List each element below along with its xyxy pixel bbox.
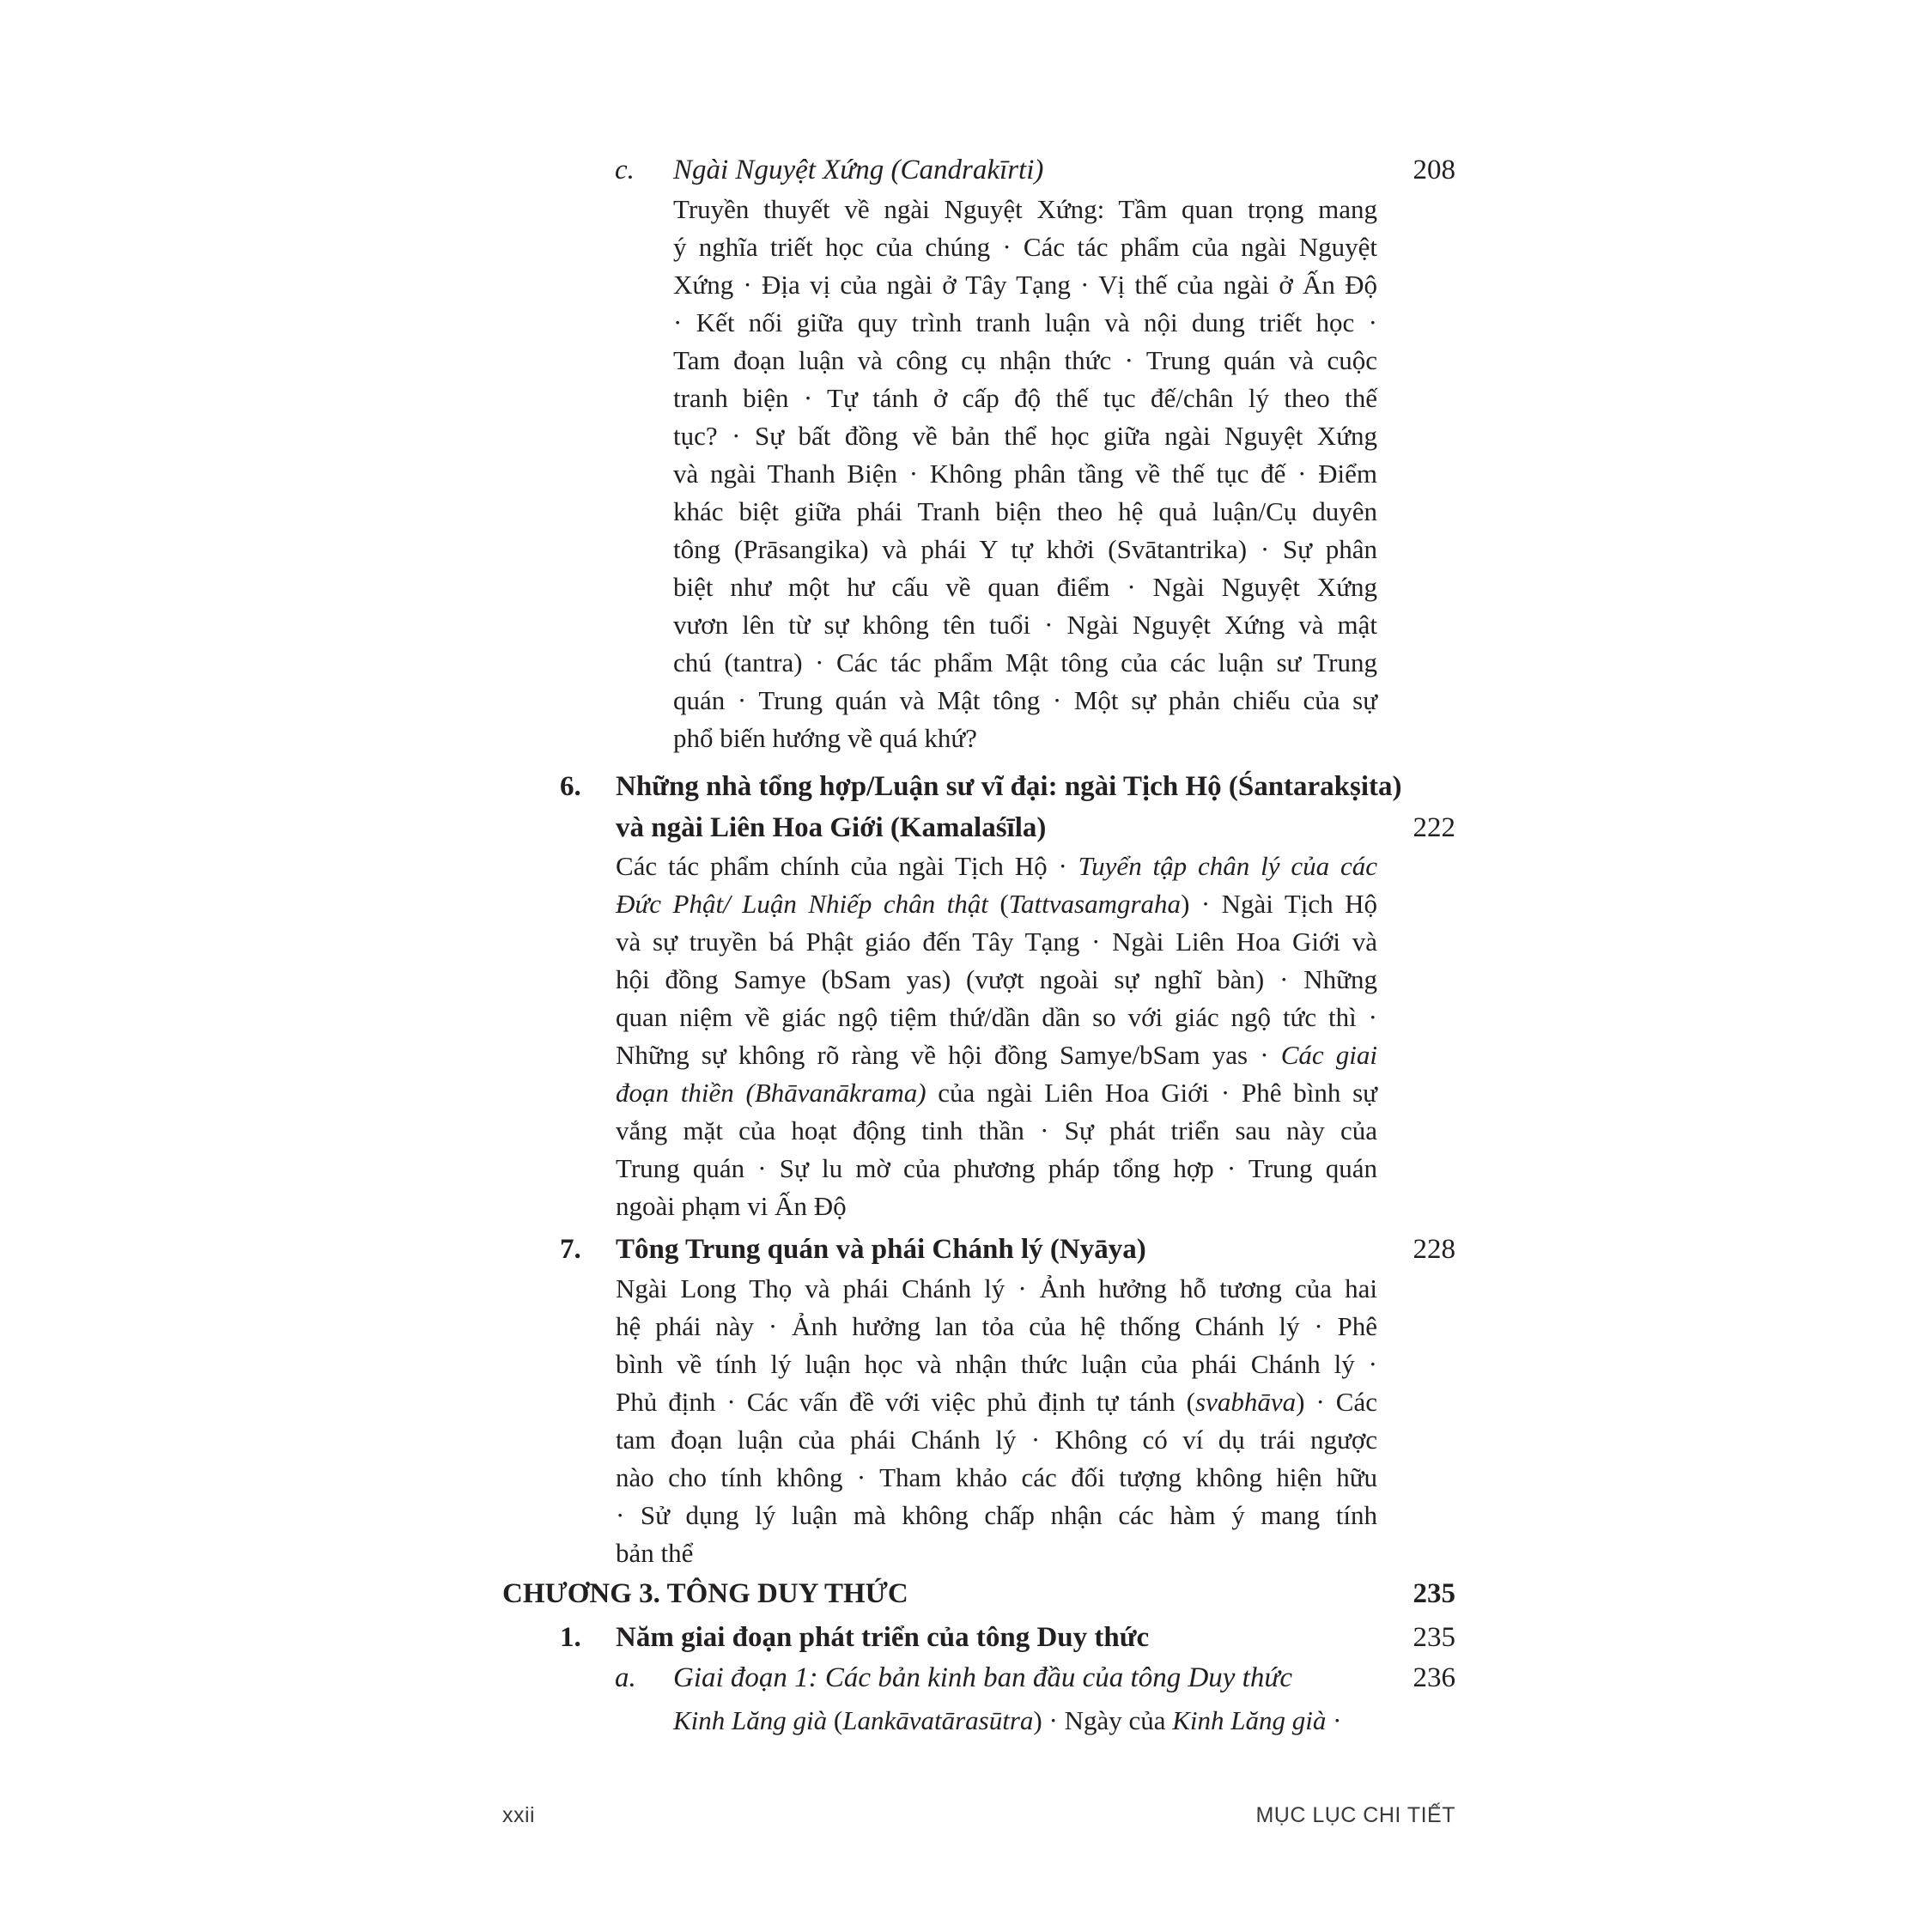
desc-line: · Kết nối giữa quy trình tranh luận và nội dung triết học ·	[673, 307, 1377, 337]
desc-line: biệt như một hư cấu về quan điểm · Ngài Nguyệt Xứng	[673, 572, 1377, 602]
desc-line: ngoài phạm vi Ấn Độ	[616, 1191, 847, 1221]
footer-running-title: MỤC LỤC CHI TIẾT	[1255, 1803, 1455, 1827]
desc-line: Những sự không rõ ràng về hội đồng Samye/bSam yas · Các giai	[616, 1040, 1377, 1070]
desc-line: Kinh Lăng già (Lankāvatārasūtra) · Ngày của Kinh Lăng già ·	[673, 1705, 1342, 1735]
entry-description-candrakirti	[673, 191, 1377, 757]
desc-line: quán · Trung quán và Mật tông · Một sự phản chiếu của sự	[673, 685, 1377, 715]
footer-page-number: xxii	[502, 1803, 536, 1827]
desc-line: ý nghĩa triết học của chúng · Các tác phẩm của ngài Nguyệt	[673, 232, 1377, 262]
chapter-title-3: CHƯƠNG 3. TÔNG DUY THỨC	[502, 1578, 908, 1609]
desc-line: bản thể	[616, 1538, 694, 1568]
section-marker-6: 6.	[560, 771, 581, 802]
section-title-ch3-1: Năm giai đoạn phát triển của tông Duy thức	[616, 1622, 1150, 1653]
section-title-6-line2: và ngài Liên Hoa Giới (Kamalaśīla)	[616, 812, 1047, 843]
section-title-6-line1: Những nhà tổng hợp/Luận sư vĩ đại: ngài Tịch Hộ (Śantarakṣita)	[616, 771, 1402, 802]
section-title-7: Tông Trung quán và phái Chánh lý (Nyāya)	[616, 1234, 1146, 1265]
desc-line: tục? · Sự bất đồng về bản thể học giữa ngài Nguyệt Xứng	[673, 421, 1377, 451]
desc-line: Xứng · Địa vị của ngài ở Tây Tạng · Vị thế của ngài ở Ấn Độ	[673, 270, 1377, 300]
desc-line: nào cho tính không · Tham khảo các đối tượng không hiện hữu	[616, 1462, 1377, 1492]
desc-line: vắng mặt của hoạt động tinh thần · Sự phát triển sau này của	[616, 1115, 1377, 1145]
entry-title-candrakirti: Ngài Nguyệt Xứng (Candrakīrti)	[673, 155, 1044, 185]
desc-line: phổ biến hướng về quá khứ?	[673, 723, 977, 753]
desc-line: Truyền thuyết về ngài Nguyệt Xứng: Tầm quan trọng mang	[673, 194, 1377, 224]
desc-line: khác biệt giữa phái Tranh biện theo hệ quả luận/Cụ duyên	[673, 496, 1377, 526]
desc-line: Trung quán · Sự lu mờ của phương pháp tổng hợp · Trung quán	[616, 1153, 1377, 1183]
entry-marker-c: c.	[615, 155, 635, 185]
entry-description-ch3-1a	[673, 1702, 1377, 1740]
desc-line: bình về tính lý luận học và nhận thức luận của phái Chánh lý ·	[616, 1349, 1377, 1379]
desc-line: Tam đoạn luận và công cụ nhận thức · Trung quán và cuộc	[673, 345, 1377, 375]
section-description-7	[616, 1270, 1377, 1572]
page-number-208: 208	[1413, 155, 1455, 185]
desc-line: đoạn thiền (Bhāvanākrama) của ngài Liên Hoa Giới · Phê bình sự	[616, 1078, 1377, 1108]
section-description-6	[616, 848, 1377, 1225]
section-marker-7: 7.	[560, 1234, 581, 1265]
page-number-228: 228	[1413, 1234, 1455, 1265]
page-number-235: 235	[1413, 1622, 1455, 1653]
desc-line: hệ phái này · Ảnh hưởng lan tỏa của hệ thống Chánh lý · Phê	[616, 1311, 1377, 1341]
desc-line: Đức Phật/ Luận Nhiếp chân thật (Tattvasamgraha) · Ngài Tịch Hộ	[616, 889, 1377, 919]
entry-marker-ch3-1a: a.	[615, 1662, 636, 1693]
entry-title-ch3-1a: Giai đoạn 1: Các bản kinh ban đầu của tông Duy thức	[673, 1662, 1292, 1693]
page-number-235-chapter: 235	[1413, 1578, 1455, 1609]
desc-line: Phủ định · Các vấn đề với việc phủ định tự tánh (svabhāva) · Các	[616, 1387, 1377, 1417]
desc-line: và ngài Thanh Biện · Không phân tầng về thế tục đế · Điểm	[673, 459, 1377, 489]
desc-line: Các tác phẩm chính của ngài Tịch Hộ · Tuyển tập chân lý của các	[616, 851, 1377, 881]
desc-line: tông (Prāsangika) và phái Y tự khởi (Svātantrika) · Sự phân	[673, 534, 1377, 564]
desc-line: Ngài Long Thọ và phái Chánh lý · Ảnh hưởng hỗ tương của hai	[616, 1273, 1377, 1303]
page-number-222: 222	[1413, 812, 1455, 843]
desc-line: chú (tantra) · Các tác phẩm Mật tông của các luận sư Trung	[673, 647, 1377, 677]
desc-line: tranh biện · Tự tánh ở cấp độ thế tục đế/chân lý theo thế	[673, 383, 1377, 413]
desc-line: tam đoạn luận của phái Chánh lý · Không có ví dụ trái ngược	[616, 1425, 1377, 1455]
desc-line: và sự truyền bá Phật giáo đến Tây Tạng · Ngài Liên Hoa Giới và	[616, 927, 1377, 957]
desc-line: · Sử dụng lý luận mà không chấp nhận các hàm ý mang tính	[616, 1500, 1377, 1530]
desc-line: quan niệm về giác ngộ tiệm thứ/dần dần so với giác ngộ tức thì ·	[616, 1002, 1377, 1032]
section-marker-ch3-1: 1.	[560, 1622, 581, 1653]
desc-line: vươn lên từ sự không tên tuổi · Ngài Nguyệt Xứng và mật	[673, 610, 1377, 640]
page-number-236: 236	[1413, 1662, 1455, 1693]
desc-line: hội đồng Samye (bSam yas) (vượt ngoài sự nghĩ bàn) · Những	[616, 964, 1377, 994]
